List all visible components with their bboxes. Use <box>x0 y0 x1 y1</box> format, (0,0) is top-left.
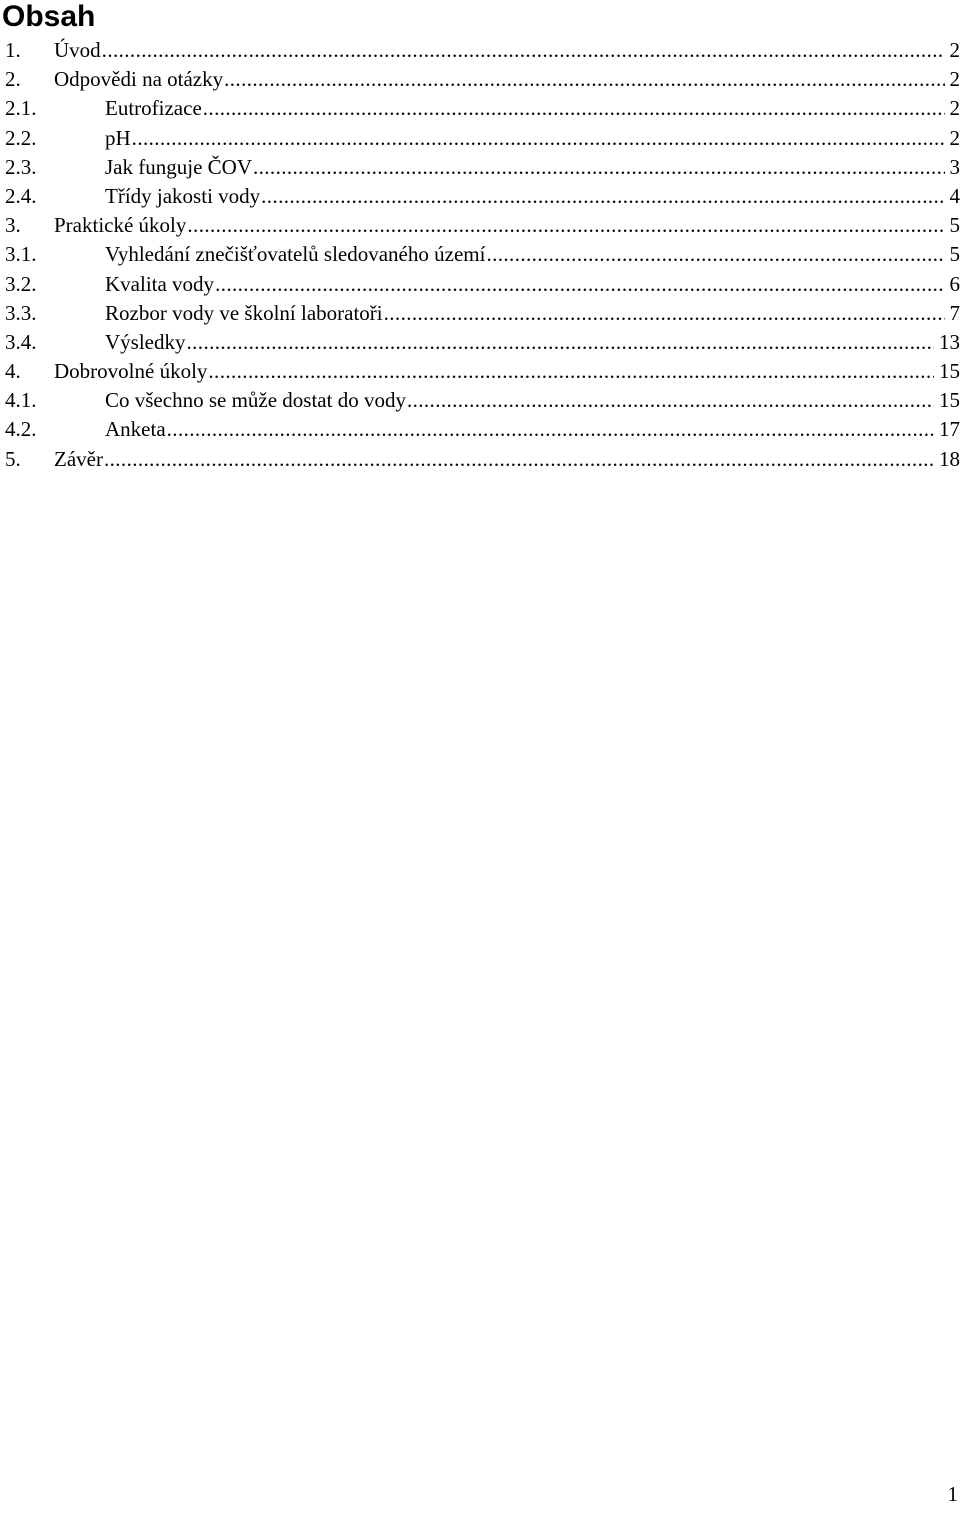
toc-item-entry <box>54 36 960 65</box>
toc-item[interactable] <box>5 36 960 65</box>
page-number: 1 <box>947 1482 958 1506</box>
toc-item-page: 7 <box>949 300 960 325</box>
toc-item-label: Eutrofizace <box>105 96 202 121</box>
toc-dot-leader <box>261 182 944 211</box>
toc-item-number: 2.4. <box>5 183 37 208</box>
toc-item-entry <box>54 211 960 240</box>
toc-dot-leader <box>187 328 935 357</box>
toc-item-entry <box>105 182 960 211</box>
toc-item-page: 6 <box>949 271 960 296</box>
toc-item-entry <box>105 386 960 415</box>
toc-dot-leader <box>203 94 945 123</box>
toc-item-label: Výsledky <box>105 329 186 354</box>
toc-item-page: 2 <box>949 67 960 92</box>
toc-dot-leader <box>253 153 945 182</box>
toc-item-entry <box>105 415 960 444</box>
toc-dot-leader <box>132 124 945 153</box>
toc-item[interactable] <box>5 445 960 474</box>
toc-item[interactable] <box>5 386 960 415</box>
toc-item-number: 2.2. <box>5 125 37 150</box>
toc-item-label: Odpovědi na otázky <box>54 67 224 92</box>
toc-dot-leader <box>104 445 934 474</box>
toc-item-page: 5 <box>949 242 960 267</box>
toc-item-number: 2.1. <box>5 96 37 121</box>
toc-item-page: 4 <box>949 183 960 208</box>
toc-item-label: Závěr <box>54 446 103 471</box>
toc-dot-leader <box>407 386 934 415</box>
toc-item-number: 4.1. <box>5 388 37 413</box>
toc-item[interactable] <box>5 415 960 444</box>
toc-item[interactable] <box>5 270 960 299</box>
toc-dot-leader <box>486 240 944 269</box>
toc-item[interactable] <box>5 357 960 386</box>
toc-item-page: 3 <box>949 154 960 179</box>
toc-item-number: 3.3. <box>5 300 37 325</box>
toc-item-entry <box>105 153 960 182</box>
toc-dot-leader <box>384 299 945 328</box>
toc-item[interactable] <box>5 182 960 211</box>
toc-item-page: 2 <box>949 96 960 121</box>
toc-dot-leader <box>187 211 944 240</box>
toc-item-entry <box>105 299 960 328</box>
toc-item-entry <box>105 124 960 153</box>
toc-item-entry <box>54 65 960 94</box>
toc-item[interactable] <box>5 240 960 269</box>
toc-item[interactable] <box>5 124 960 153</box>
toc-item[interactable] <box>5 211 960 240</box>
toc-item-page: 17 <box>939 417 960 442</box>
toc-item[interactable] <box>5 65 960 94</box>
toc-dot-leader <box>167 415 934 444</box>
toc-item-number: 4.2. <box>5 417 37 442</box>
toc-item-label: Rozbor vody ve školní laboratoři <box>105 300 383 325</box>
toc-item-page: 15 <box>939 388 960 413</box>
toc-dot-leader <box>224 65 944 94</box>
toc-item-page: 2 <box>949 125 960 150</box>
toc-item[interactable] <box>5 94 960 123</box>
toc-item-label: Vyhledání znečišťovatelů sledovaného území <box>105 242 486 267</box>
toc-item-label: pH <box>105 125 131 150</box>
toc-item-entry <box>54 445 960 474</box>
page-title: Obsah <box>2 0 96 33</box>
toc-dot-leader <box>215 270 944 299</box>
toc-item-number: 4. <box>5 359 21 384</box>
toc-item-number: 3.4. <box>5 329 37 354</box>
toc-dot-leader <box>208 357 934 386</box>
toc-item-entry <box>105 328 960 357</box>
toc-item-number: 2.3. <box>5 154 37 179</box>
toc-item-entry <box>105 94 960 123</box>
toc-item-label: Anketa <box>105 417 166 442</box>
toc-item-page: 18 <box>939 446 960 471</box>
toc-item-entry <box>105 240 960 269</box>
toc-item-label: Praktické úkoly <box>54 213 187 238</box>
toc-item[interactable] <box>5 153 960 182</box>
toc-item[interactable] <box>5 299 960 328</box>
toc-item-label: Co všechno se může dostat do vody <box>105 388 406 413</box>
toc-item-page: 13 <box>939 329 960 354</box>
toc-item-label: Dobrovolné úkoly <box>54 359 208 384</box>
toc-item-number: 3.1. <box>5 242 37 267</box>
toc-item-label: Kvalita vody <box>105 271 215 296</box>
toc-item-number: 3.2. <box>5 271 37 296</box>
toc-item-number: 5. <box>5 446 21 471</box>
table-of-contents <box>5 36 960 474</box>
toc-dot-leader <box>102 36 945 65</box>
toc-item-number: 3. <box>5 213 21 238</box>
toc-item-entry <box>54 357 960 386</box>
toc-item-page: 2 <box>949 38 960 62</box>
toc-item-page: 15 <box>939 359 960 384</box>
toc-item-number: 1. <box>5 38 21 62</box>
toc-item-number: 2. <box>5 67 21 92</box>
toc-item[interactable] <box>5 328 960 357</box>
toc-item-entry <box>105 270 960 299</box>
toc-item-label: Třídy jakosti vody <box>105 183 261 208</box>
toc-item-label: Jak funguje ČOV <box>105 154 252 179</box>
toc-item-label: Úvod <box>54 38 101 62</box>
toc-item-page: 5 <box>949 213 960 238</box>
